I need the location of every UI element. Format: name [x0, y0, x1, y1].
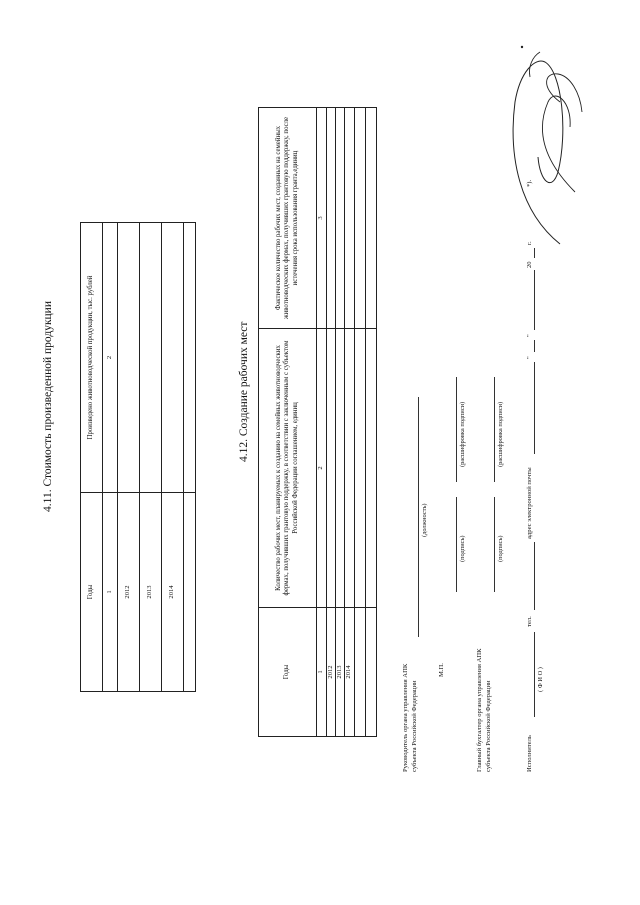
decode-caption: (расшифровка подписи) — [459, 401, 466, 467]
executor-label: Исполнитель — [526, 735, 533, 772]
row-year: 2013 — [336, 608, 345, 737]
production-cost-table — [80, 222, 196, 692]
head-label-line1: Руководитель органа управления АПК — [402, 663, 409, 772]
row-year — [365, 608, 376, 737]
row-year: 2012 — [327, 608, 336, 737]
row-plan[interactable] — [336, 329, 345, 608]
head-label-line2: субъекта Российской Федерации — [411, 680, 418, 772]
row-fact[interactable] — [354, 108, 365, 329]
date-day-line[interactable] — [534, 340, 535, 352]
position-caption: (должность) — [421, 503, 428, 537]
header-production: Произведено животноводческой продукции, тыс. рублей — [81, 223, 103, 493]
column-number: 3 — [317, 108, 327, 329]
row-plan[interactable] — [365, 329, 376, 608]
section-412-title: 4.12. Создание рабочих мест — [238, 321, 250, 462]
handwritten-signature — [500, 42, 590, 252]
column-number: 2 — [317, 329, 327, 608]
footnote-mark: *). — [526, 179, 533, 187]
email-label: адрес электронной почты — [526, 467, 533, 539]
decode-caption: (расшифровка подписи) — [497, 401, 504, 467]
row-year: 2014 — [162, 493, 184, 692]
executor-name-line[interactable] — [534, 632, 535, 717]
tel-line[interactable] — [534, 542, 535, 610]
column-number: 1 — [103, 493, 118, 692]
column-number: 1 — [317, 608, 327, 737]
date-close-quote: " — [526, 334, 533, 337]
document-page — [20, 12, 620, 892]
date-open-quote: " — [526, 356, 533, 359]
accountant-label-line1: Главный бухгалтер органа управления АПК — [476, 648, 483, 772]
accountant-label-line2: субъекта Российской Федерации — [485, 680, 492, 772]
row-fact[interactable] — [327, 108, 336, 329]
tel-label: тел. — [526, 616, 533, 627]
row-plan[interactable] — [345, 329, 354, 608]
position-line[interactable] — [418, 397, 419, 637]
head-decode-line[interactable] — [456, 377, 457, 482]
accountant-signature-line[interactable] — [494, 497, 495, 592]
row-fact[interactable] — [336, 108, 345, 329]
date-month-line[interactable] — [534, 270, 535, 330]
row-fact[interactable] — [345, 108, 354, 329]
header-years: Годы — [81, 493, 103, 692]
signature-caption: (подпись) — [459, 535, 466, 562]
row-year — [184, 493, 196, 692]
row-value[interactable] — [140, 223, 162, 493]
mp-stamp-label: М.П. — [438, 663, 445, 677]
date-year-prefix: 20 — [526, 261, 533, 268]
section-411-title: 4.11. Стоимость произведенной продукции — [42, 301, 54, 512]
row-plan[interactable] — [354, 329, 365, 608]
fio-caption: ( Ф И О ) — [537, 667, 544, 692]
date-year-suffix: г. — [526, 241, 533, 245]
column-number: 2 — [103, 223, 118, 493]
row-plan[interactable] — [327, 329, 336, 608]
row-year — [354, 608, 365, 737]
row-value[interactable] — [118, 223, 140, 493]
row-value[interactable] — [184, 223, 196, 493]
accountant-decode-line[interactable] — [494, 377, 495, 482]
row-year: 2012 — [118, 493, 140, 692]
row-year: 2013 — [140, 493, 162, 692]
header-planned-jobs: Количество рабочих мест, планируемых к созданию на семейных животноводческих фермах, получивших грантовую поддержку, в соответствии с заключенным с субъектом Российской Федерации соглашением, единиц — [259, 329, 317, 608]
header-years: Годы — [259, 608, 317, 737]
signature-caption: (подпись) — [497, 535, 504, 562]
head-signature-line[interactable] — [456, 497, 457, 592]
row-year: 2014 — [345, 608, 354, 737]
row-fact[interactable] — [365, 108, 376, 329]
row-value[interactable] — [162, 223, 184, 493]
email-line[interactable] — [534, 362, 535, 454]
jobs-table — [258, 107, 377, 737]
header-actual-jobs: Фактическое количество рабочих мест, созданных на семейных животноводческих фермах, получивших грантовую поддержку, после истечения срока использования гранта,единиц — [259, 108, 317, 329]
